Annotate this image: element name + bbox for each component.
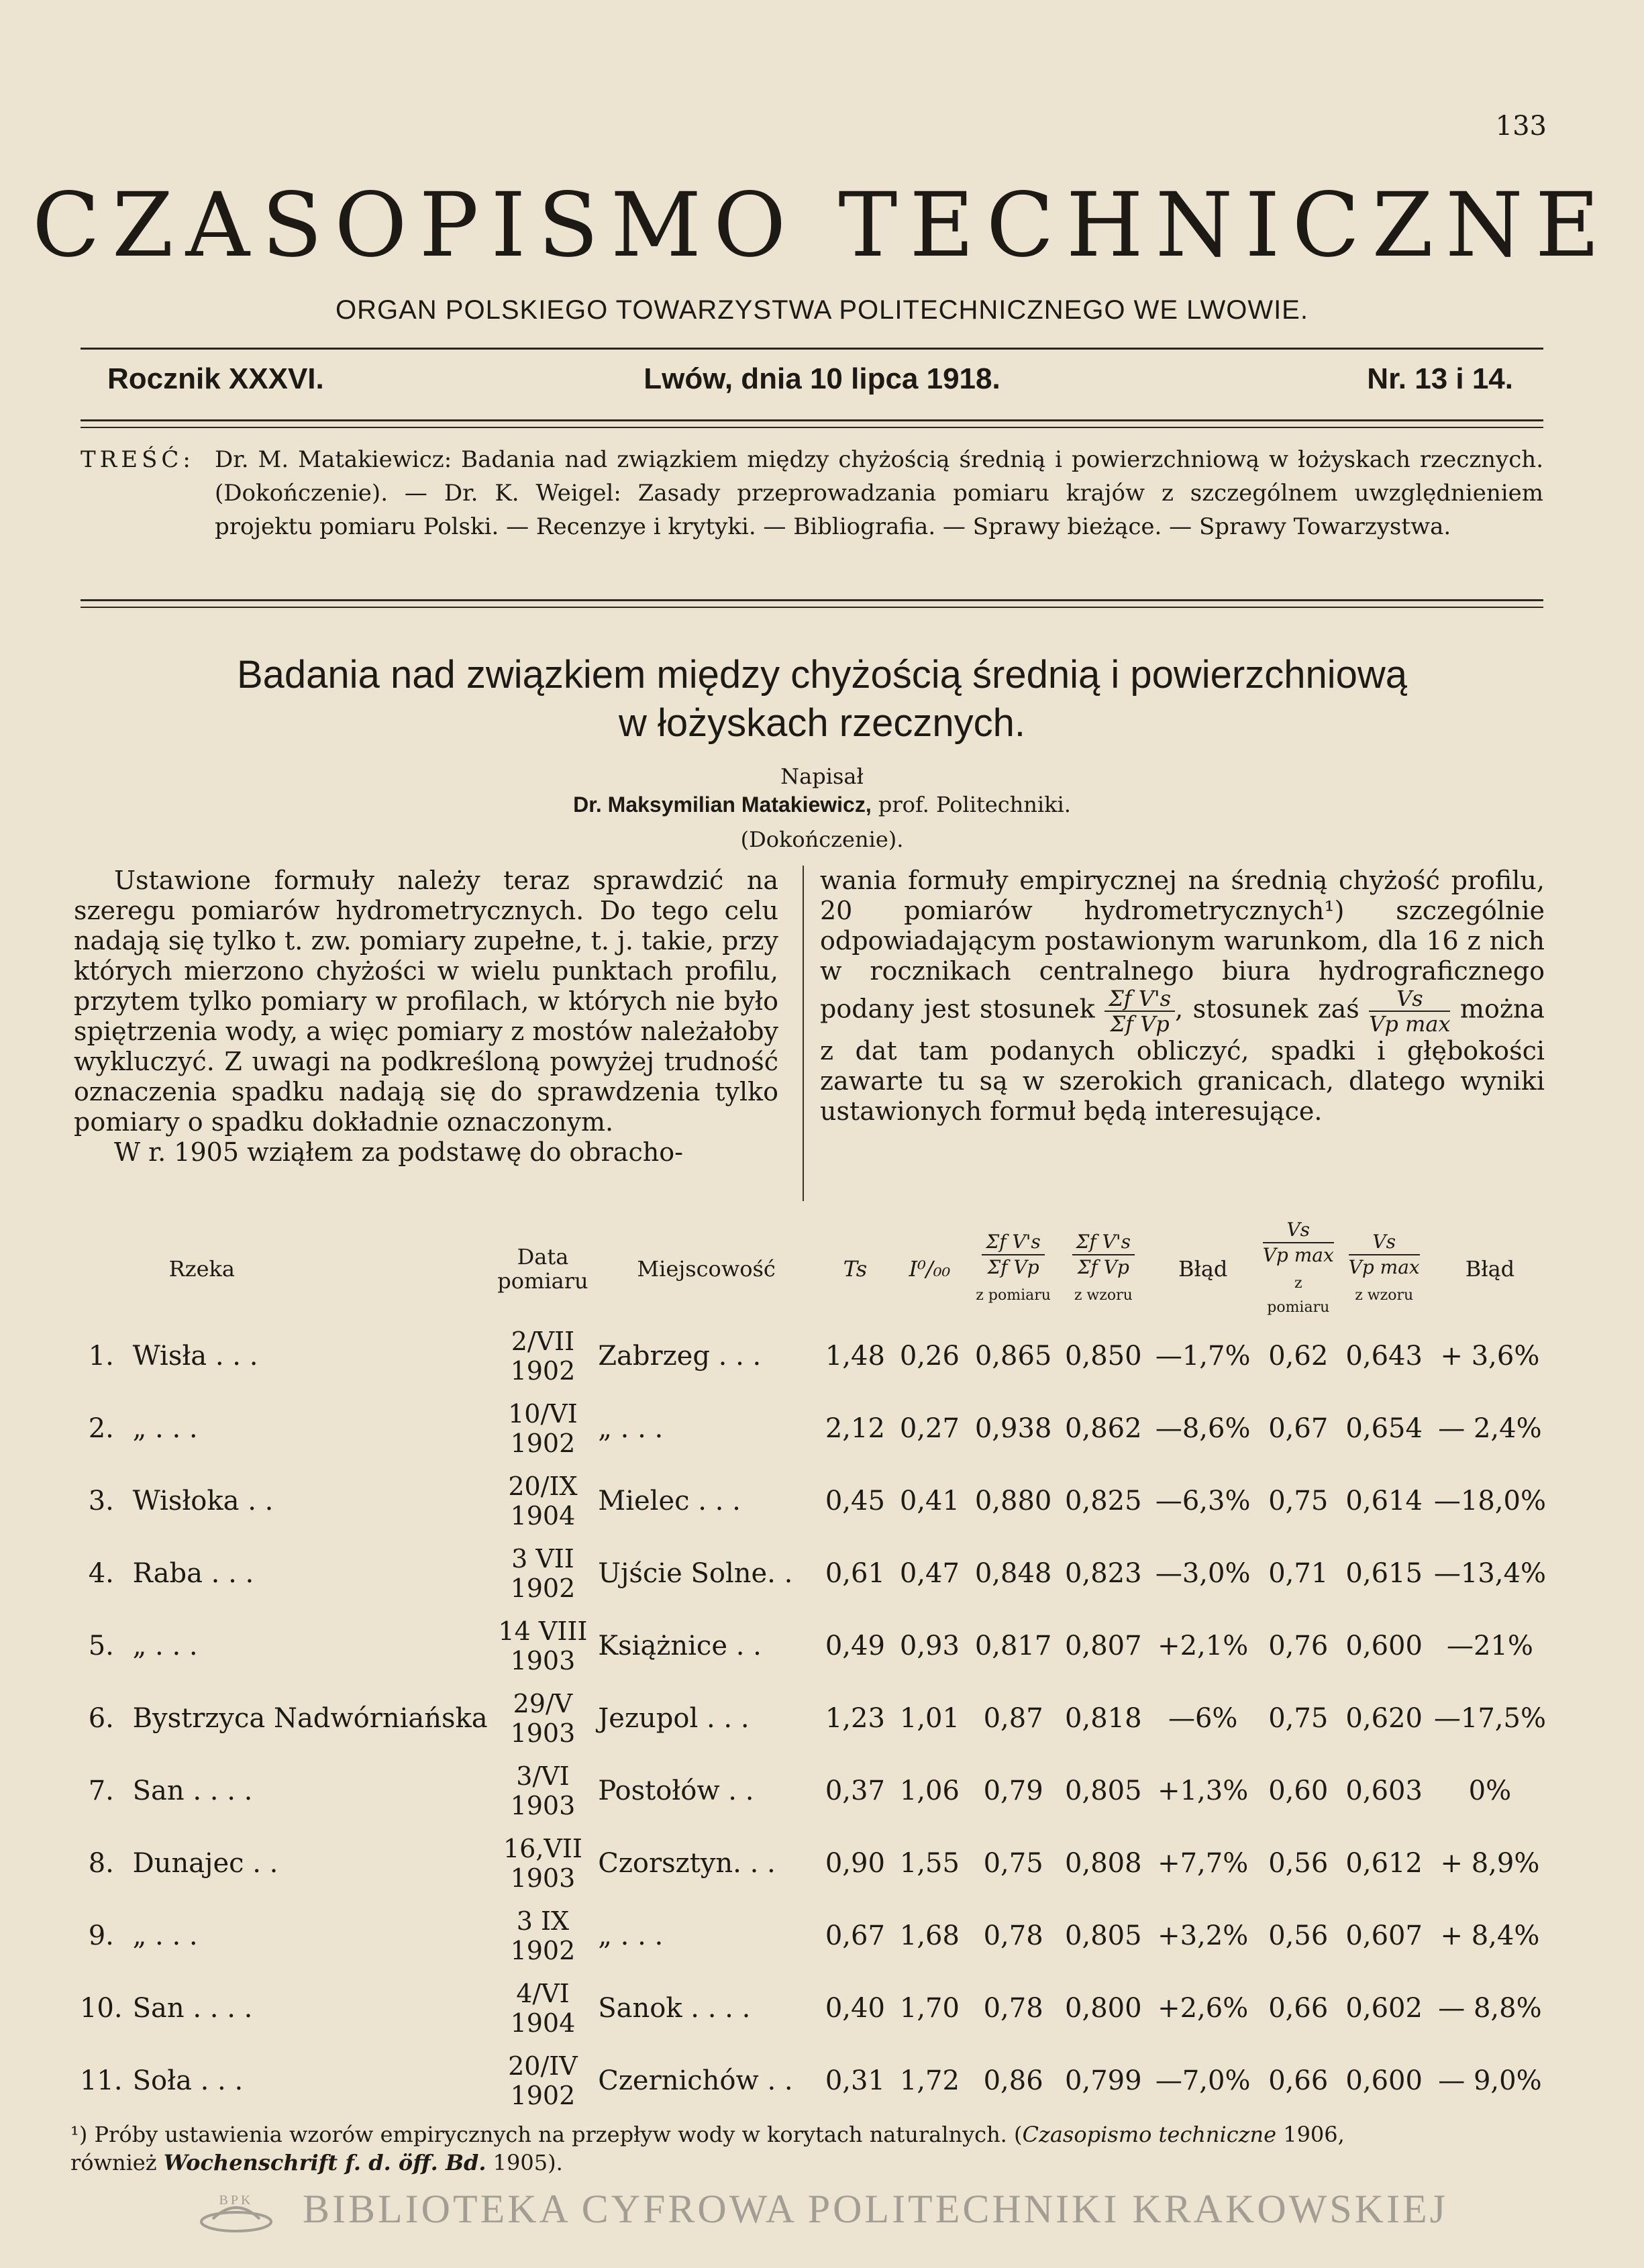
- river-name: San . . . .: [132, 1993, 253, 2024]
- ratio2-formula: 0,607: [1345, 1920, 1423, 1951]
- header-error1: Błąd: [1178, 1256, 1228, 1282]
- library-logo-icon: [196, 2189, 276, 2236]
- row-number: 3.: [88, 1486, 114, 1516]
- fraction-1-denominator: Σf Vp: [1110, 1011, 1170, 1037]
- measurement-date: [492, 1972, 595, 2045]
- location-name: Jezupol . . .: [598, 1703, 750, 1734]
- river-name: Bystrzyca Nadwórniańska: [132, 1703, 488, 1734]
- location-name: Czernichów . .: [598, 2065, 793, 2096]
- date-year: 1902: [510, 1429, 576, 1458]
- header-date: Data pomiaru: [497, 1244, 588, 1294]
- journal-title: CZASOPISMO TECHNICZNE: [32, 174, 1612, 277]
- toc-rule-2: [81, 607, 1543, 608]
- error2-value: 0%: [1468, 1775, 1512, 1806]
- ratio1-formula: 0,805: [1065, 1775, 1142, 1806]
- ts-value: 0,45: [825, 1486, 885, 1516]
- location-name: Postołów . .: [598, 1775, 754, 1806]
- ratio2-measured: 0,56: [1268, 1920, 1329, 1951]
- author-name: Dr. Maksymilian Matakiewicz,: [573, 792, 872, 817]
- page-number: 133: [1495, 111, 1547, 142]
- river-name: „ . . .: [132, 1631, 198, 1661]
- date-year: 1903: [510, 1791, 576, 1820]
- date-day-month: 16,VII: [503, 1834, 582, 1863]
- table-row: [74, 1972, 1550, 2045]
- error2-value: —18,0%: [1433, 1486, 1546, 1516]
- fraction-2-denominator: Vp max: [1369, 1011, 1451, 1037]
- ratio2-formula: 0,602: [1345, 1993, 1423, 2024]
- error2-value: — 9,0%: [1438, 2065, 1542, 2096]
- ratio1-formula: 0,862: [1065, 1413, 1142, 1444]
- error1-value: —6,3%: [1155, 1486, 1251, 1516]
- header-place: Miejscowość: [637, 1256, 776, 1282]
- library-watermark: [0, 2186, 1644, 2236]
- ratio1-measured: 0,848: [974, 1558, 1052, 1589]
- slope-value: 1,72: [899, 2065, 960, 2096]
- contents-label: TREŚĆ:: [81, 446, 195, 473]
- ts-value: 2,12: [825, 1413, 885, 1444]
- error1-value: —8,6%: [1155, 1413, 1251, 1444]
- measurement-date: [492, 1320, 595, 1392]
- error1-value: +3,2%: [1158, 1920, 1249, 1951]
- slope-value: 0,47: [899, 1558, 960, 1589]
- ratio2-measured: 0,75: [1268, 1486, 1329, 1516]
- location-name: Ujście Solne. .: [598, 1558, 793, 1589]
- date-day-month: 20/IX: [508, 1472, 578, 1501]
- place-date: Lwów, dnia 10 lipca 1918.: [644, 362, 1000, 395]
- byline: [0, 792, 1644, 817]
- ratio2-formula: 0,615: [1345, 1558, 1423, 1589]
- row-number: 2.: [88, 1413, 114, 1444]
- date-year: 1902: [510, 2081, 576, 2110]
- date-year: 1903: [510, 1718, 576, 1748]
- ts-value: 0,31: [825, 2065, 885, 2096]
- ts-value: 1,48: [825, 1341, 885, 1372]
- measurement-date: [492, 1392, 595, 1465]
- measurement-date: [492, 1827, 595, 1900]
- ratio1-measured: 0,87: [983, 1703, 1043, 1734]
- river-name: Raba . . .: [132, 1558, 254, 1589]
- row-number: 10.: [79, 1993, 123, 2024]
- ts-value: 0,67: [825, 1920, 885, 1951]
- issue-number: Nr. 13 i 14.: [1367, 362, 1513, 395]
- ts-value: 1,23: [825, 1703, 885, 1734]
- table-row: [74, 1465, 1550, 1537]
- error1-value: +7,7%: [1158, 1848, 1249, 1879]
- footnote-ref-2: Wochenschrift f. d. öff. Bd.: [163, 2150, 486, 2175]
- ratio1-formula: 0,808: [1065, 1848, 1142, 1879]
- date-year: 1902: [510, 1356, 576, 1386]
- slope-value: 1,06: [899, 1775, 960, 1806]
- ratio-fraction-2: [1369, 986, 1450, 1036]
- ratio2-formula: 0,600: [1345, 2065, 1423, 2096]
- ratio2-formula: 0,600: [1345, 1631, 1423, 1661]
- ratio2-measured: 0,76: [1268, 1631, 1329, 1661]
- error1-value: +2,1%: [1158, 1631, 1249, 1661]
- svg-text:BPK: BPK: [219, 2193, 254, 2208]
- row-number: 11.: [79, 2065, 123, 2096]
- right-text-2: , stosunek zaś: [1175, 994, 1359, 1024]
- header-ratio2-formula: $\frac{Vs}{\text{Vp max}}$ z wzoru: [1348, 1231, 1420, 1304]
- footnote-ref-1: Czasopismo techniczne: [1022, 2122, 1277, 2147]
- measurement-table: [74, 1218, 1550, 2117]
- table-of-contents: [81, 443, 1543, 540]
- error2-value: —17,5%: [1433, 1703, 1546, 1734]
- date-day-month: 20/IV: [508, 2051, 578, 2081]
- article-title-line2: w łożyskach rzecznych.: [619, 701, 1025, 745]
- ratio1-measured: 0,865: [974, 1341, 1052, 1372]
- right-paragraph: [820, 866, 1545, 1127]
- ratio2-measured: 0,66: [1268, 1993, 1329, 2024]
- date-year: 1904: [510, 1501, 576, 1531]
- date-day-month: 3/VI: [516, 1761, 570, 1791]
- fraction-2-numerator: Vs: [1369, 986, 1450, 1012]
- left-paragraph-1: Ustawione formuły należy teraz sprawdzić na szeregu pomiarów hydrometrycznych. Do tego celu nadają się tylko t. zw. pomiary zupełne, t. j. takie, przy których mierzono chyżości w wielu punktach profilu, przytem tylko pomiary w profilach, w których nie było spiętrzenia wody, a więc pomiary z mostów należałoby wykluczyć. Z uwagi na podkreśloną powyżej trudność oznaczenia spadku nadają się do sprawdzenia tylko pomiary o spadku dokładnie oznaczonym.: [74, 866, 778, 1137]
- slope-value: 1,68: [899, 1920, 960, 1951]
- error2-value: + 8,9%: [1440, 1848, 1540, 1879]
- header-rule-top: [81, 348, 1543, 350]
- date-year: 1904: [510, 2008, 576, 2038]
- river-name: „ . . .: [132, 1413, 198, 1444]
- error1-value: —1,7%: [1155, 1341, 1251, 1372]
- location-name: „ . . .: [598, 1413, 664, 1444]
- byline-label: Napisał: [780, 764, 864, 789]
- ts-value: 0,37: [825, 1775, 885, 1806]
- location-name: Czorsztyn. . .: [598, 1848, 776, 1879]
- error2-value: — 2,4%: [1438, 1413, 1542, 1444]
- footnote-year-1: 1906,: [1283, 2122, 1345, 2147]
- river-name: Dunajec . .: [132, 1848, 278, 1879]
- continuation-note: (Dokończenie).: [740, 827, 904, 852]
- table-row: [74, 1537, 1550, 1610]
- table-row: [74, 2045, 1550, 2117]
- volume-label: Rocznik XXXVI.: [107, 362, 324, 395]
- ratio1-measured: 0,880: [974, 1486, 1052, 1516]
- ratio1-measured: 0,75: [983, 1848, 1043, 1879]
- ratio2-measured: 0,71: [1268, 1558, 1329, 1589]
- table-row: [74, 1320, 1550, 1392]
- date-day-month: 29/V: [513, 1689, 573, 1718]
- date-year: 1902: [510, 1936, 576, 1965]
- measurement-date: [492, 1682, 595, 1755]
- ratio1-measured: 0,79: [983, 1775, 1043, 1806]
- header-ts: Ts: [843, 1256, 868, 1282]
- date-day-month: 3 IX: [516, 1906, 570, 1936]
- row-number: 5.: [88, 1631, 114, 1661]
- footnote-marker: ¹): [70, 2122, 88, 2147]
- error2-value: + 8,4%: [1440, 1920, 1540, 1951]
- ratio1-measured: 0,938: [974, 1413, 1052, 1444]
- table-row: [74, 1900, 1550, 1972]
- error1-value: —6%: [1168, 1703, 1238, 1734]
- slope-value: 0,93: [899, 1631, 960, 1661]
- ratio2-formula: 0,620: [1345, 1703, 1423, 1734]
- ratio2-formula: 0,654: [1345, 1413, 1423, 1444]
- date-day-month: 14 VIII: [498, 1616, 588, 1646]
- header-slope: I⁰/₀₀: [909, 1256, 951, 1282]
- row-number: 1.: [88, 1341, 114, 1372]
- ts-value: 0,49: [825, 1631, 885, 1661]
- measurement-date: [492, 2045, 595, 2117]
- slope-value: 1,70: [899, 1993, 960, 2024]
- table-row: [74, 1827, 1550, 1900]
- error1-value: +1,3%: [1158, 1775, 1249, 1806]
- date-day-month: 3 VII: [511, 1544, 574, 1574]
- footnote: [70, 2120, 1547, 2177]
- location-name: Sanok . . . .: [598, 1993, 751, 2024]
- toc-rule-1: [81, 599, 1543, 601]
- error1-value: +2,6%: [1158, 1993, 1249, 2024]
- river-name: Soła . . .: [132, 2065, 244, 2096]
- date-day-month: 4/VI: [516, 1979, 570, 2008]
- header-rule-bottom-2: [81, 427, 1543, 428]
- row-number: 7.: [88, 1775, 114, 1806]
- ts-value: 0,40: [825, 1993, 885, 2024]
- ratio2-measured: 0,66: [1268, 2065, 1329, 2096]
- ratio1-formula: 0,850: [1065, 1341, 1142, 1372]
- ratio1-formula: 0,805: [1065, 1920, 1142, 1951]
- footnote-text-2: również: [70, 2150, 157, 2175]
- right-column: [820, 866, 1545, 1127]
- ratio1-measured: 0,78: [983, 1920, 1043, 1951]
- footnote-year-2: 1905).: [493, 2150, 563, 2175]
- header-river: Rzeka: [168, 1256, 235, 1282]
- location-name: Zabrzeg . . .: [598, 1341, 762, 1372]
- error2-value: + 3,6%: [1440, 1341, 1540, 1372]
- table-body: [74, 1320, 1550, 2117]
- ratio2-formula: 0,603: [1345, 1775, 1423, 1806]
- ratio2-formula: 0,614: [1345, 1486, 1423, 1516]
- article-title-line1: Badania nad związkiem między chyżością średnią i powierzchniową: [236, 653, 1408, 697]
- article-title: [0, 651, 1644, 748]
- ts-value: 0,61: [825, 1558, 885, 1589]
- contents-text: Dr. M. Matakiewicz: Badania nad związkiem między chyżością średnią i powierzchniową w łożyskach rzecznych. (Dokończenie). — Dr. K. Weigel: Zasady przeprowadzania pomiaru krajów z szczególnem uwzględnieniem projektu pomiaru Polski. — Recenzye i krytyki. — Bibliografia. — Sprawy bieżące. — Sprawy Towarzystwa.: [215, 446, 1543, 540]
- table-row: [74, 1392, 1550, 1465]
- ratio1-formula: 0,825: [1065, 1486, 1142, 1516]
- date-year: 1903: [510, 1863, 576, 1893]
- ratio1-formula: 0,823: [1065, 1558, 1142, 1589]
- slope-value: 0,27: [899, 1413, 960, 1444]
- error1-value: —3,0%: [1155, 1558, 1251, 1589]
- row-number: 4.: [88, 1558, 114, 1589]
- row-number: 6.: [88, 1703, 114, 1734]
- header-rule-bottom-1: [81, 419, 1543, 421]
- left-paragraph-2: W r. 1905 wziąłem za podstawę do obracho-: [114, 1137, 683, 1167]
- header-ratio2-measured: $\frac{Vs}{\text{Vp max}}$ z pomiaru: [1262, 1219, 1334, 1316]
- header-error2: Błąd: [1465, 1256, 1515, 1282]
- measurement-date: [492, 1755, 595, 1827]
- right-text-3: można z dat tam podanych obliczyć, spadki i głębokości zawarte tu są w szerokich granicach, dlatego wyniki ustawionych formuł będą interesujące.: [820, 994, 1545, 1126]
- ratio1-formula: 0,818: [1065, 1703, 1142, 1734]
- error2-value: —21%: [1446, 1631, 1533, 1661]
- slope-value: 1,01: [899, 1703, 960, 1734]
- watermark-text: BIBLIOTEKA CYFROWA POLITECHNIKI KRAKOWSKIEJ: [303, 2187, 1448, 2231]
- ratio2-formula: 0,612: [1345, 1848, 1423, 1879]
- slope-value: 1,55: [899, 1848, 960, 1879]
- fraction-1-numerator: Σf V's: [1104, 986, 1175, 1012]
- ratio2-formula: 0,643: [1345, 1341, 1423, 1372]
- ratio2-measured: 0,75: [1268, 1703, 1329, 1734]
- slope-value: 0,26: [899, 1341, 960, 1372]
- river-name: „ . . .: [132, 1920, 198, 1951]
- table-header: [74, 1218, 1550, 1320]
- header-ratio1-formula: $\frac{\text{Σf V's}}{\text{Σf Vp}}$ z wzoru: [1059, 1218, 1147, 1320]
- table-row: [74, 1755, 1550, 1827]
- error2-value: —13,4%: [1433, 1558, 1546, 1589]
- right-text-1: wania formuły empirycznej na średnią chyżość profilu, 20 pomiarów hydrometrycznych¹) szczególnie odpowiadającym postawionym warunkom, dla 16 z nich w rocznikach centralnego biura hydrograficznego podany jest stosunek: [820, 866, 1545, 1024]
- ratio2-measured: 0,62: [1268, 1341, 1329, 1372]
- left-column: [74, 866, 778, 1168]
- ratio1-formula: 0,799: [1065, 2065, 1142, 2096]
- column-divider: [803, 866, 804, 1201]
- author-role: prof. Politechniki.: [878, 792, 1071, 817]
- river-name: Wisła . . .: [132, 1341, 258, 1372]
- measurement-date: [492, 1465, 595, 1537]
- measurement-date: [492, 1610, 595, 1682]
- date-year: 1902: [510, 1574, 576, 1603]
- ratio2-measured: 0,56: [1268, 1848, 1329, 1879]
- date-year: 1903: [510, 1646, 576, 1676]
- ratio1-formula: 0,800: [1065, 1993, 1142, 2024]
- footnote-text: Próby ustawienia wzorów empirycznych na przepływ wody w korytach naturalnych. (: [94, 2122, 1023, 2147]
- ratio1-measured: 0,78: [983, 1993, 1043, 2024]
- river-name: Wisłoka . .: [132, 1486, 274, 1516]
- location-name: „ . . .: [598, 1920, 664, 1951]
- ratio1-measured: 0,86: [983, 2065, 1043, 2096]
- journal-subtitle: ORGAN POLSKIEGO TOWARZYSTWA POLITECHNICZNEGO WE LWOWIE.: [336, 295, 1308, 325]
- table-row: [74, 1610, 1550, 1682]
- ts-value: 0,90: [825, 1848, 885, 1879]
- location-name: Mielec . . .: [598, 1486, 741, 1516]
- measurement-date: [492, 1900, 595, 1972]
- error1-value: —7,0%: [1155, 2065, 1251, 2096]
- table-row: [74, 1682, 1550, 1755]
- ratio1-formula: 0,807: [1065, 1631, 1142, 1661]
- location-name: Książnice . .: [598, 1631, 762, 1661]
- measurement-date: [492, 1537, 595, 1610]
- header-ratio1-measured: $\frac{\text{Σf V's}}{\text{Σf Vp}}$ z pomiaru: [976, 1231, 1051, 1304]
- error2-value: — 8,8%: [1438, 1993, 1542, 2024]
- ratio1-measured: 0,817: [974, 1631, 1052, 1661]
- ratio-fraction-1: [1104, 986, 1175, 1036]
- ratio2-measured: 0,67: [1268, 1413, 1329, 1444]
- ratio2-measured: 0,60: [1268, 1775, 1329, 1806]
- slope-value: 0,41: [899, 1486, 960, 1516]
- date-day-month: 10/VI: [508, 1399, 578, 1429]
- river-name: San . . . .: [132, 1775, 253, 1806]
- row-number: 9.: [88, 1920, 114, 1951]
- row-number: 8.: [88, 1848, 114, 1879]
- date-day-month: 2/VII: [511, 1327, 575, 1356]
